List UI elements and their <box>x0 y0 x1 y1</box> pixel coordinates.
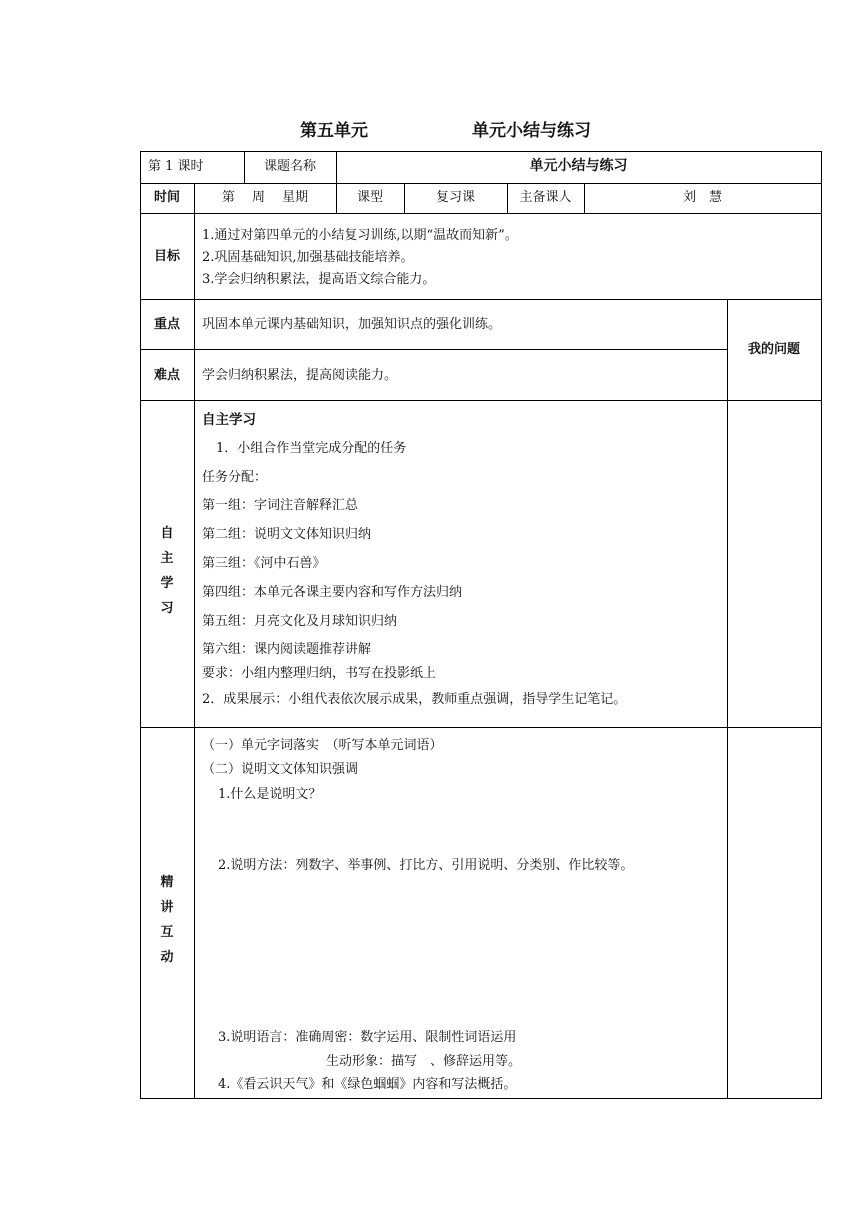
table-border <box>821 151 822 1099</box>
topic-label: 课题名称 <box>263 159 316 174</box>
lecture-line: 1.什么是说明文？ <box>218 787 322 802</box>
goal-item: 3.学会归纳积累法，提高语文综合能力。 <box>202 272 436 287</box>
lecture-line: （二）说明文文体知识强调 <box>202 762 359 777</box>
table-border <box>194 183 195 1099</box>
table-border <box>140 727 822 728</box>
self-study-line: 第二组：说明文文体知识归纳 <box>202 527 372 542</box>
my-questions-header: 我的问题 <box>747 342 800 357</box>
difficult-text: 学会归纳积累法，提高阅读能力。 <box>202 368 398 383</box>
type-value: 复习课 <box>435 190 475 205</box>
self-study-label: 自 主 学 习 <box>160 526 174 616</box>
self-study-line: 第一组：字词注音解释汇总 <box>202 498 359 513</box>
key-label: 重点 <box>153 317 180 332</box>
self-study-line: 2．成果展示：小组代表依次展示成果，教师重点强调，指导学生记笔记。 <box>202 692 627 707</box>
prep-label: 主备课人 <box>519 190 572 205</box>
table-border <box>140 349 727 350</box>
topic-title: 单元小结与练习 <box>472 121 591 141</box>
table-border <box>140 299 822 300</box>
lecture-line: （一）单元字词落实 （听写本单元词语） <box>202 738 443 753</box>
difficult-label: 难点 <box>153 368 180 383</box>
topic-value: 单元小结与练习 <box>529 158 628 174</box>
self-study-line: 任务分配： <box>202 470 268 485</box>
lecture-line: 生动形象：描写 、修辞运用等。 <box>326 1054 522 1069</box>
table-border <box>140 151 141 1099</box>
self-study-line: 要求：小组内整理归纳，书写在投影纸上 <box>202 666 437 681</box>
goal-item: 2.巩固基础知识,加强基础技能培养。 <box>202 250 414 265</box>
table-border <box>140 400 822 401</box>
self-study-line: 第四组：本单元各课主要内容和写作方法归纳 <box>202 585 463 600</box>
lecture-line: 2.说明方法：列数字、举事例、打比方、引用说明、分类别、作比较等。 <box>218 858 634 873</box>
self-study-line: 第五组：月亮文化及月球知识归纳 <box>202 614 398 629</box>
goals-label: 目标 <box>153 249 180 264</box>
goal-item: 1.通过对第四单元的小结复习训练,以期“温故而知新”。 <box>202 228 518 243</box>
type-label: 课型 <box>356 190 383 205</box>
table-border <box>727 299 728 1099</box>
table-border <box>140 151 822 152</box>
time-value: 第 周 星期 <box>221 190 309 205</box>
table-border <box>140 213 822 214</box>
time-label: 时间 <box>153 190 180 205</box>
lecture-label: 精 讲 互 动 <box>160 875 174 965</box>
key-text: 巩固本单元课内基础知识，加强知识点的强化训练。 <box>202 317 502 332</box>
self-study-line: 第三组：《河中石兽》 <box>202 556 326 571</box>
self-study-line: 第六组：课内阅读题推荐讲解 <box>202 642 372 657</box>
lecture-line: 4.《看云识天气》和《绿色蝈蝈》内容和写法概括。 <box>218 1077 517 1092</box>
self-study-line: 1．小组合作当堂完成分配的任务 <box>216 441 407 456</box>
table-border <box>140 1098 822 1099</box>
table-border <box>140 183 822 184</box>
prep-value: 刘 慧 <box>682 190 722 205</box>
self-study-heading: 自主学习 <box>202 412 256 428</box>
lecture-line: 3.说明语言：准确周密：数字运用、限制性词语运用 <box>218 1030 517 1045</box>
lesson-number: 第 1 课时 <box>148 159 204 174</box>
unit-title: 第五单元 <box>300 121 368 141</box>
